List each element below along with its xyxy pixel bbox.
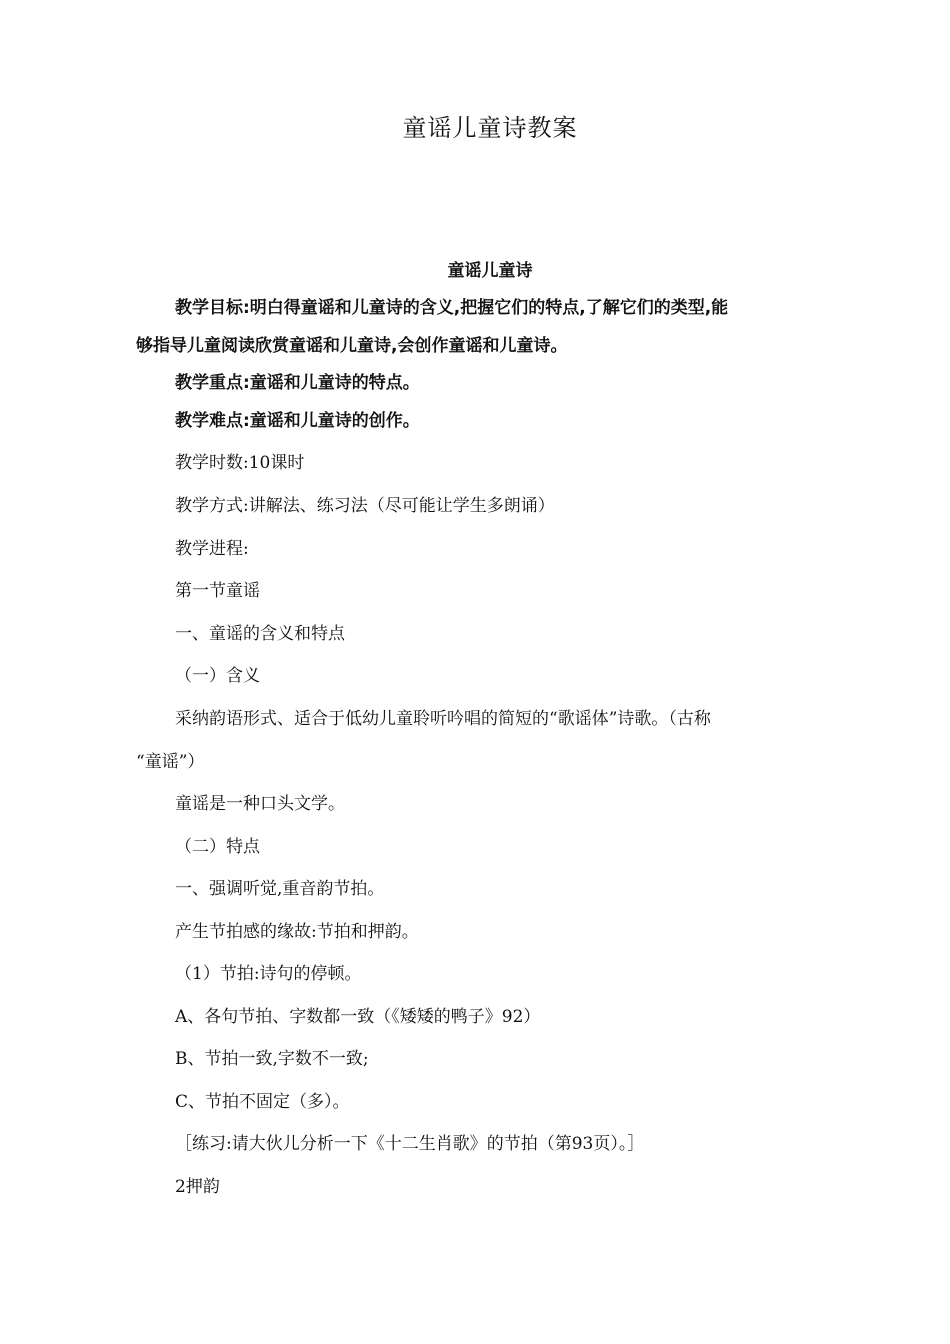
beat-definition: （1）节拍:诗句的停顿。 (175, 964, 362, 984)
difficulties: 教学难点:童谣和儿童诗的创作。 (175, 411, 420, 431)
definition-line-2: “童谣”） (136, 752, 205, 772)
document-title: 童谣儿童诗教案 (402, 114, 578, 142)
teaching-hours: 教学时数:10课时 (175, 453, 305, 473)
rhythm-cause: 产生节拍感的缘故:节拍和押韵。 (175, 922, 419, 942)
rhyme-heading: 2押韵 (175, 1177, 220, 1197)
teaching-process: 教学进程: (175, 539, 249, 559)
lesson-one-heading: 第一节童谣 (175, 581, 260, 601)
teaching-method: 教学方式:讲解法、练习法（尽可能让学生多朗诵） (175, 496, 555, 516)
feature-one: 一、强调听觉,重音韵节拍。 (175, 879, 385, 899)
sub-heading-meaning: （一）含义 (175, 666, 260, 686)
key-points: 教学重点:童谣和儿童诗的特点。 (175, 373, 420, 393)
objectives-line-2: 够指导儿童阅读欣赏童谣和儿童诗,会创作童谣和儿童诗。 (136, 336, 568, 356)
objectives-line-1: 教学目标:明白得童谣和儿童诗的含义,把握它们的特点,了解它们的类型,能 (175, 298, 729, 318)
part-one-heading: 一、童谣的含义和特点 (175, 624, 345, 644)
list-item-b: B、节拍一致,字数不一致; (175, 1049, 369, 1069)
exercise-line: ［练习:请大伙儿分析一下《十二生肖歌》的节拍（第93页）。］ (175, 1134, 645, 1154)
oral-literature-line: 童谣是一种口头文学。 (175, 794, 345, 814)
definition-line-1: 采纳韵语形式、适合于低幼儿童聆听吟唱的简短的“歌谣体”诗歌。（古称 (175, 709, 711, 729)
list-item-a: A、各句节拍、字数都一致（《矮矮的鸭子》92） (175, 1007, 541, 1027)
section-title: 童谣儿童诗 (447, 261, 533, 281)
sub-heading-features: （二）特点 (175, 837, 260, 857)
list-item-c: C、节拍不固定（多）。 (175, 1092, 350, 1112)
